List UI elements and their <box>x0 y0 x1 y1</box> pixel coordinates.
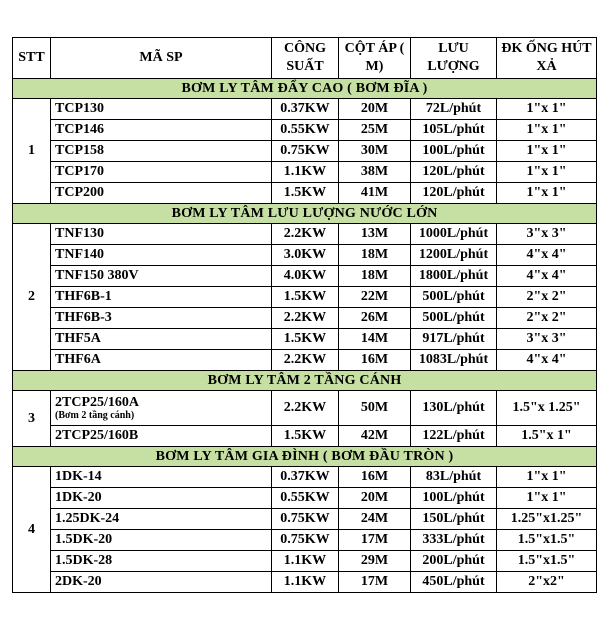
flow-cell: 1800L/phút <box>411 266 497 287</box>
pipe-cell: 2"x 2" <box>497 287 597 308</box>
flow-cell: 122L/phút <box>411 426 497 447</box>
product-code-cell: TCP200 <box>51 183 272 204</box>
table-row <box>13 391 597 426</box>
flow-cell: 130L/phút <box>411 391 497 426</box>
flow-cell: 500L/phút <box>411 308 497 329</box>
header-dk-ong: ĐK ỐNG HÚT XẢ <box>497 38 597 79</box>
pipe-cell: 2"x 2" <box>497 308 597 329</box>
flow-cell: 333L/phút <box>411 530 497 551</box>
head-cell: 25M <box>339 120 411 141</box>
section-title: BƠM LY TÂM ĐẨY CAO ( BƠM ĐĨA ) <box>13 79 597 99</box>
head-cell: 17M <box>339 530 411 551</box>
pipe-cell: 4"x 4" <box>497 266 597 287</box>
pipe-cell: 1.5"x 1.25" <box>497 391 597 426</box>
product-code-cell: 1DK-20 <box>51 488 272 509</box>
flow-cell: 72L/phút <box>411 99 497 120</box>
power-cell: 3.0KW <box>272 245 339 266</box>
table-row <box>13 183 597 204</box>
pipe-cell: 1"x 1" <box>497 141 597 162</box>
power-cell: 4.0KW <box>272 266 339 287</box>
header-ma-sp: MÃ SP <box>51 38 272 79</box>
product-note: (Bơm 2 tầng cánh) <box>55 409 135 421</box>
flow-cell: 1083L/phút <box>411 350 497 371</box>
product-code-cell: TCP130 <box>51 99 272 120</box>
power-cell: 0.55KW <box>272 120 339 141</box>
power-cell: 2.2KW <box>272 224 339 245</box>
table-row <box>13 141 597 162</box>
pipe-cell: 1.5"x1.5" <box>497 530 597 551</box>
flow-cell: 83L/phút <box>411 467 497 488</box>
header-row <box>13 38 597 79</box>
pipe-cell: 2"x2" <box>497 572 597 593</box>
head-cell: 30M <box>339 141 411 162</box>
table-row <box>13 488 597 509</box>
pipe-cell: 1"x 1" <box>497 467 597 488</box>
pipe-cell: 1.5"x1.5" <box>497 551 597 572</box>
pipe-cell: 1"x 1" <box>497 99 597 120</box>
head-cell: 18M <box>339 245 411 266</box>
power-cell: 0.75KW <box>272 530 339 551</box>
table-row <box>13 350 597 371</box>
table-row <box>13 467 597 488</box>
header-cot-ap: CỘT ÁP ( M) <box>339 38 411 79</box>
pipe-cell: 1.5"x 1" <box>497 426 597 447</box>
power-cell: 0.75KW <box>272 141 339 162</box>
product-code-cell: TCP170 <box>51 162 272 183</box>
product-code-cell: TNF140 <box>51 245 272 266</box>
product-code-cell: THF6B-1 <box>51 287 272 308</box>
table-row <box>13 287 597 308</box>
head-cell: 22M <box>339 287 411 308</box>
product-code-cell: 1DK-14 <box>51 467 272 488</box>
table-row <box>13 120 597 141</box>
table-row <box>13 308 597 329</box>
power-cell: 0.75KW <box>272 509 339 530</box>
pipe-cell: 1"x 1" <box>497 183 597 204</box>
table-row <box>13 509 597 530</box>
product-code-cell: TNF130 <box>51 224 272 245</box>
power-cell: 2.2KW <box>272 308 339 329</box>
header-cong-suat: CÔNG SUẤT <box>272 38 339 79</box>
flow-cell: 200L/phút <box>411 551 497 572</box>
section-header-row <box>13 204 597 224</box>
section-title: BƠM LY TÂM 2 TẦNG CÁNH <box>13 371 597 391</box>
flow-cell: 105L/phút <box>411 120 497 141</box>
product-code-cell: THF5A <box>51 329 272 350</box>
section-header-row <box>13 447 597 467</box>
pump-price-table <box>12 37 597 593</box>
pipe-cell: 4"x 4" <box>497 245 597 266</box>
power-cell: 1.1KW <box>272 162 339 183</box>
power-cell: 0.37KW <box>272 99 339 120</box>
section-header-row <box>13 371 597 391</box>
table-row <box>13 551 597 572</box>
flow-cell: 917L/phút <box>411 329 497 350</box>
stt-cell: 3 <box>13 391 51 447</box>
power-cell: 2.2KW <box>272 391 339 426</box>
power-cell: 1.1KW <box>272 551 339 572</box>
flow-cell: 500L/phút <box>411 287 497 308</box>
power-cell: 1.1KW <box>272 572 339 593</box>
product-code-cell: TNF150 380V <box>51 266 272 287</box>
head-cell: 38M <box>339 162 411 183</box>
product-code: 2TCP25/160A <box>55 394 139 410</box>
head-cell: 29M <box>339 551 411 572</box>
flow-cell: 1200L/phút <box>411 245 497 266</box>
flow-cell: 450L/phút <box>411 572 497 593</box>
flow-cell: 120L/phút <box>411 162 497 183</box>
product-code-cell: THF6A <box>51 350 272 371</box>
table-row <box>13 224 597 245</box>
section-title: BƠM LY TÂM LƯU LƯỢNG NƯỚC LỚN <box>13 204 597 224</box>
stt-cell: 4 <box>13 467 51 593</box>
pipe-cell: 3"x 3" <box>497 329 597 350</box>
head-cell: 16M <box>339 350 411 371</box>
table-row <box>13 245 597 266</box>
flow-cell: 150L/phút <box>411 509 497 530</box>
head-cell: 14M <box>339 329 411 350</box>
pipe-cell: 1"x 1" <box>497 120 597 141</box>
head-cell: 20M <box>339 488 411 509</box>
header-luu-luong: LƯU LƯỢNG <box>411 38 497 79</box>
table-row <box>13 426 597 447</box>
head-cell: 16M <box>339 467 411 488</box>
power-cell: 0.55KW <box>272 488 339 509</box>
power-cell: 1.5KW <box>272 426 339 447</box>
head-cell: 24M <box>339 509 411 530</box>
pipe-cell: 1.25"x1.25" <box>497 509 597 530</box>
power-cell: 2.2KW <box>272 350 339 371</box>
product-code-cell: 1.5DK-20 <box>51 530 272 551</box>
product-code-cell: TCP158 <box>51 141 272 162</box>
head-cell: 18M <box>339 266 411 287</box>
section-header-row <box>13 79 597 99</box>
table-row <box>13 162 597 183</box>
stt-cell: 2 <box>13 224 51 371</box>
product-code-cell: 2TCP25/160B <box>51 426 272 447</box>
flow-cell: 100L/phút <box>411 141 497 162</box>
power-cell: 0.37KW <box>272 467 339 488</box>
product-code-cell: THF6B-3 <box>51 308 272 329</box>
pipe-cell: 1"x 1" <box>497 162 597 183</box>
head-cell: 20M <box>339 99 411 120</box>
pipe-cell: 3"x 3" <box>497 224 597 245</box>
flow-cell: 120L/phút <box>411 183 497 204</box>
power-cell: 1.5KW <box>272 287 339 308</box>
product-code-cell: 1.25DK-24 <box>51 509 272 530</box>
table-row <box>13 530 597 551</box>
table-row <box>13 572 597 593</box>
flow-cell: 1000L/phút <box>411 224 497 245</box>
table-body <box>13 79 597 593</box>
header-stt: STT <box>13 38 51 79</box>
pipe-cell: 4"x 4" <box>497 350 597 371</box>
head-cell: 13M <box>339 224 411 245</box>
section-title: BƠM LY TÂM GIA ĐÌNH ( BƠM ĐẦU TRÒN ) <box>13 447 597 467</box>
head-cell: 41M <box>339 183 411 204</box>
power-cell: 1.5KW <box>272 183 339 204</box>
head-cell: 50M <box>339 391 411 426</box>
head-cell: 26M <box>339 308 411 329</box>
flow-cell: 100L/phút <box>411 488 497 509</box>
product-code-cell: 1.5DK-28 <box>51 551 272 572</box>
power-cell: 1.5KW <box>272 329 339 350</box>
head-cell: 17M <box>339 572 411 593</box>
pipe-cell: 1"x 1" <box>497 488 597 509</box>
table-row <box>13 99 597 120</box>
product-code-cell <box>51 391 272 426</box>
product-code-cell: TCP146 <box>51 120 272 141</box>
product-code-cell: 2DK-20 <box>51 572 272 593</box>
table-row <box>13 329 597 350</box>
head-cell: 42M <box>339 426 411 447</box>
stt-cell: 1 <box>13 99 51 204</box>
table-row <box>13 266 597 287</box>
